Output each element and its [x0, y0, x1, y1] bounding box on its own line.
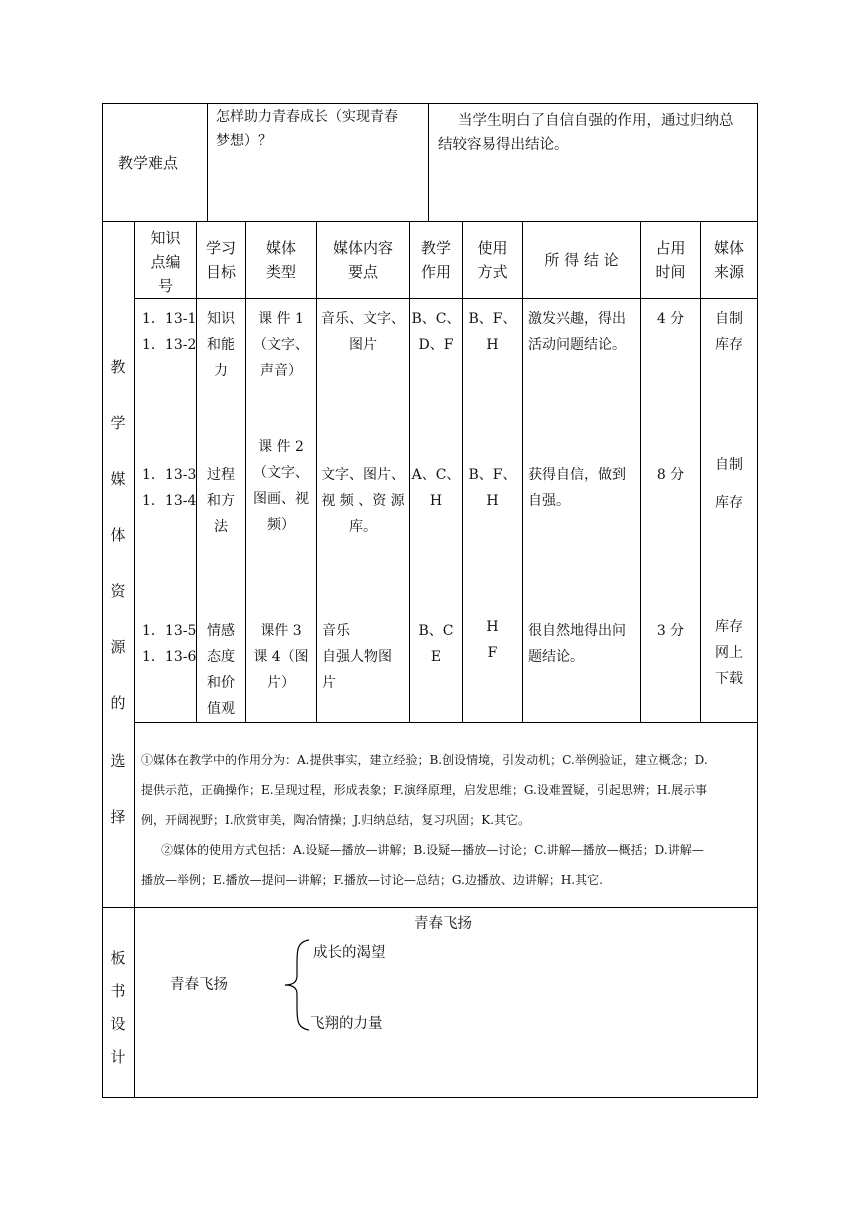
- note-line-5: 播放—举例；E.播放—提问—讲解；F.播放—讨论—总结；G.边播放、边讲解；H.其它.: [141, 873, 603, 887]
- row2-usage: B、F、H: [468, 467, 517, 509]
- header-content: 媒体内容 要点: [332, 239, 393, 281]
- header-source: 媒体 来源: [713, 239, 744, 281]
- row2-time: 8 分: [656, 467, 685, 483]
- row1-goal: 知识 和能 力: [207, 311, 235, 379]
- header-usage: 使用 方式: [477, 239, 508, 281]
- row2-role: A、C、 H: [411, 467, 461, 509]
- note-line-1: ①媒体在教学中的作用分为：A.提供事实，建立经验；B.创设情境，引发动机；C.举例验证，建立概念；D.: [141, 753, 708, 767]
- row3-source: 库存 网上 下载: [715, 619, 743, 687]
- row2-content: 文字、图片、 视 频 、资 源 库。: [321, 467, 405, 535]
- board-title: 青春飞扬: [414, 916, 472, 932]
- difficulty-label: 教学难点: [118, 154, 179, 172]
- row3-time: 3 分: [656, 623, 685, 639]
- board-root: 青春飞扬: [170, 977, 228, 993]
- difficulty-answer-line-2: 结较容易得出结论。: [438, 137, 569, 153]
- row3-content: 音乐 自强人物图 片: [322, 623, 392, 691]
- difficulty-answer-line-1: 当学生明白了自信自强的作用，通过归纳总: [458, 113, 734, 129]
- row1-source: 自制 库存: [715, 311, 743, 353]
- row1-usage: B、F、H: [468, 311, 517, 353]
- row2-goal: 过程 和方 法: [207, 467, 235, 535]
- board-branch-1: 成长的渴望: [313, 945, 386, 961]
- row2-ids: 1．13-3 1．13-4: [142, 467, 197, 509]
- difficulty-question-line-2: 梦想）？: [216, 133, 272, 149]
- row3-goal: 情感 态度 和价 值观: [207, 623, 235, 717]
- header-media-type: 媒体 类型: [265, 239, 296, 281]
- row2-source: 自制 库存: [715, 457, 743, 511]
- row1-ids: 1．13-1 1．13-2: [142, 311, 197, 353]
- note-line-3: 例，开阔视野；I.欣赏审美，陶冶情操；J.归纳总结，复习巩固；K.其它。: [141, 813, 531, 827]
- note-line-2: 提供示范，正确操作；E.呈现过程，形成表象；F.演绎原理，启发思维；G.设难置疑，引起思辨；H.展示事: [141, 783, 708, 797]
- row1-media-type: 课 件 1 （文字、 声音）: [253, 311, 309, 379]
- note-line-4: ②媒体的使用方式包括：A.设疑—播放—讲解；B.设疑—播放—讨论；C.讲解—播放—概括；D.讲解—: [161, 843, 704, 857]
- row3-conclusion: 很自然地得出问 题结论。: [528, 623, 626, 665]
- row1-time: 4 分: [656, 311, 685, 327]
- row1-content: 音乐、文字、 图片: [321, 311, 405, 353]
- row1-conclusion: 激发兴趣，得出 活动问题结论。: [528, 311, 626, 353]
- row3-ids: 1．13-5 1．13-6: [142, 623, 197, 665]
- row2-media-type: 课 件 2 （文字、 图画、视 频）: [253, 439, 309, 533]
- row3-role: B、C E: [418, 623, 454, 665]
- header-conclusion: 所 得 结 论: [544, 251, 619, 269]
- row2-conclusion: 获得自信，做到 自强。: [528, 467, 626, 509]
- row3-media-type: 课件 3 课 4（图 片）: [253, 623, 309, 691]
- header-goal: 学习 目标: [205, 239, 236, 281]
- row1-role: B、C、 D、F: [411, 311, 461, 353]
- brace-icon: [283, 938, 313, 1032]
- row3-usage: H F: [486, 619, 499, 661]
- difficulty-question-line-1: 怎样助力青春成长（实现青春: [216, 109, 398, 125]
- header-knowledge-id: 知识 点编 号: [150, 229, 181, 295]
- header-time: 占用 时间: [655, 239, 686, 281]
- board-branch-2: 飞翔的力量: [310, 1016, 383, 1032]
- header-teaching-role: 教学 作用: [420, 239, 451, 281]
